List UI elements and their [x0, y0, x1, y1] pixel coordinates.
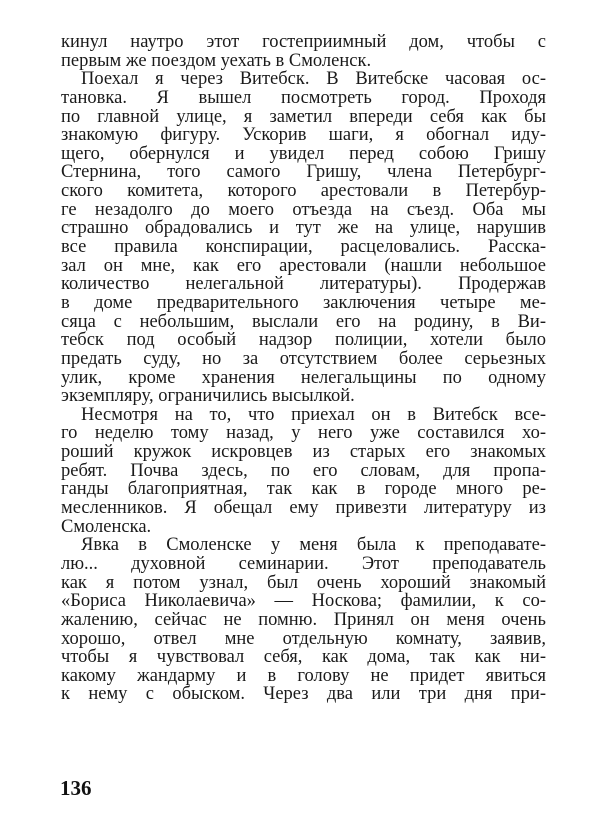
- text-line: го неделю тому назад, у него уже составился хо-: [61, 423, 546, 444]
- text-line: все правила конспирации, расцеловались. Расска-: [61, 237, 546, 258]
- text-line: хорошо, отвел мне отдельную комнату, заявив,: [61, 628, 546, 649]
- text-line: Смоленска.: [61, 516, 152, 537]
- text-line: ребят. Почва здесь, по его словам, для пропа-: [61, 460, 546, 481]
- text-line: количество нелегальной литературы). Продержав: [61, 274, 546, 295]
- text-line: какому жандарму и в голову не придет явиться: [61, 665, 546, 686]
- text-line: тановка. Я вышел посмотреть город. Проходя: [61, 87, 546, 108]
- text-line: кинул наутро этот гостеприимный дом, чтобы с: [61, 32, 546, 52]
- page-number: 136: [60, 776, 92, 800]
- text-line: «Бориса Николаевича» — Носкова; фамилии, к со-: [61, 591, 546, 612]
- text-line: первым же поездом уехать в Смоленск.: [61, 50, 372, 71]
- text-line: Поехал я через Витебск. В Витебске часовая ос-: [81, 69, 546, 90]
- text-line: к нему с обыском. Через два или три дня при-: [61, 684, 546, 705]
- text-line: ганды благоприятная, так как в городе много ре-: [61, 479, 546, 500]
- text-line: месленников. Я обещал ему привезти литературу из: [61, 498, 546, 519]
- text-line: ского комитета, которого арестовали в Петербур-: [61, 181, 546, 202]
- book-page-text: [61, 33, 546, 704]
- text-line: экземпляру, ограничились высылкой.: [61, 386, 355, 407]
- text-line: чтобы я чувствовал себя, как дома, так как ни-: [61, 647, 546, 668]
- text-line: роший кружок искровцев из старых его знакомых: [61, 442, 546, 463]
- text-line: страшно обрадовались и тут же на улице, нарушив: [61, 218, 546, 239]
- text-line: по главной улице, я заметил впереди себя как бы: [61, 106, 546, 127]
- text-line: лю... духовной семинарии. Этот преподаватель: [61, 553, 546, 574]
- text-line: улик, кроме хранения нелегальщины по одному: [61, 367, 546, 388]
- text-line: знакомую фигуру. Ускорив шаги, я обогнал иду-: [61, 125, 546, 146]
- text-line: жалению, сейчас не помню. Принял он меня очень: [61, 609, 546, 630]
- text-line: ге незадолго до моего отъезда на съезд. Оба мы: [61, 199, 546, 220]
- text-line: тебск под особый надзор полиции, хотели было: [61, 330, 546, 351]
- text-line: сяца с небольшим, выслали его на родину, в Ви-: [61, 311, 546, 332]
- text-line: Стернина, того самого Гришу, члена Петербург-: [61, 162, 546, 183]
- text-line: щего, обернулся и увидел перед собою Гришу: [61, 143, 546, 164]
- text-line: в доме предварительного заключения четыре ме-: [61, 292, 546, 313]
- text-line: Явка в Смоленске у меня была к преподавате-: [81, 535, 546, 556]
- text-line: предать суду, но за отсутствием более серьезных: [61, 348, 546, 369]
- text-line: Несмотря на то, что приехал он в Витебск все-: [81, 404, 546, 425]
- text-line: как я потом узнал, был очень хороший знакомый: [61, 572, 546, 593]
- text-line: зал он мне, как его арестовали (нашли небольшое: [61, 255, 546, 276]
